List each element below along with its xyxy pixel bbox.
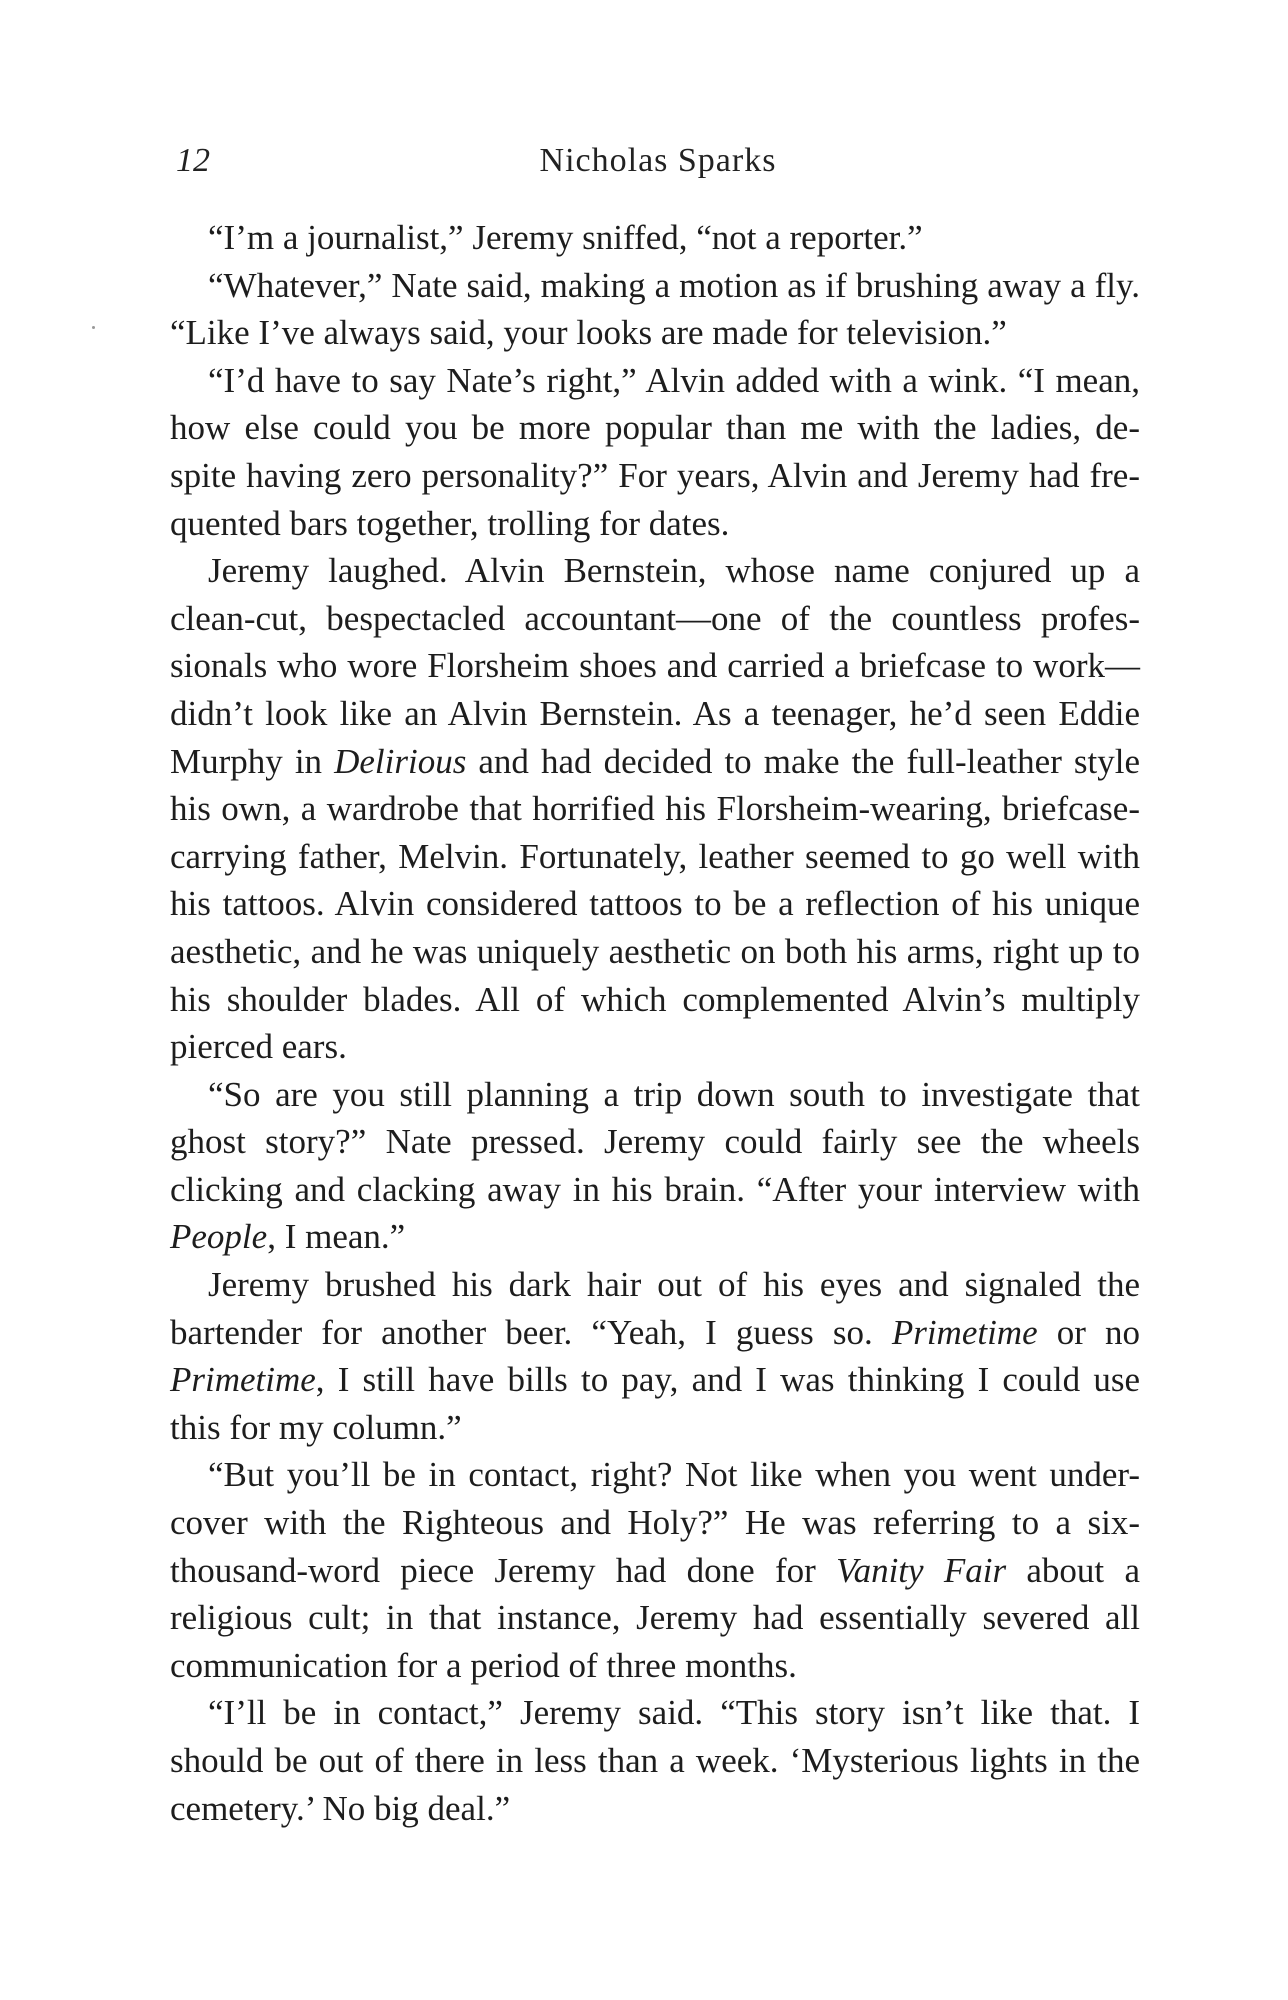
print-speck [92,326,95,329]
italic-title-people: People [170,1217,268,1257]
paragraph: “So are you still planning a trip down south to investigate that ghost story?” Nate pressed. Jeremy could fairly see the wheels clicking and clacking away in his brain. “After your interview with People, I mean.” [170,1074,1140,1257]
paragraph: “I’d have to say Nate’s right,” Alvin added with a wink. “I mean, how else could you be more popular than me with the ladies, de-spite having zero personality?” For years, Alvin and Jeremy had fre-quented bars together, trolling for dates. [170,360,1140,543]
running-head-author: Nicholas Sparks [539,142,777,179]
page-header [170,142,1146,202]
paragraph: Jeremy brushed his dark hair out of his eyes and signaled the bartender for another beer. “Yeah, I guess so. Primetime or no Primetime, I still have bills to pay, and I was thinking I could use this for my column.” [170,1265,1140,1447]
paragraph: Jeremy laughed. Alvin Bernstein, whose name conjured up a clean-cut, bespectacled accountant—one of the countless profes-sionals who wore Florsheim shoes and carried a briefcase to work—didn’t look like an Alvin Bernstein. As a teenager, he’d seen Eddie Murphy in Delirious and had decided to make the full-leather style his own, a wardrobe that horrified his Florsheim-wearing, briefcase-carrying father, Melvin. Fortunately, leather seemed to go well with his tattoos. Alvin considered tattoos to be a reflection of his unique aesthetic, and he was uniquely aesthetic on both his arms, right up to his shoulder blades. All of which complemented Alvin’s multiply pierced ears. [170,551,1140,1067]
italic-title-primetime: Primetime [891,1312,1038,1352]
italic-title-primetime: Primetime [170,1360,316,1400]
page-number: 12 [176,142,210,179]
paragraph: “I’ll be in contact,” Jeremy said. “This story isn’t like that. I should be out of there in less than a week. ‘Mysterious lights in the cemetery.’ No big deal.” [170,1693,1140,1828]
paragraph: “Whatever,” Nate said, making a motion as if brushing away a fly. “Like I’ve always said, your looks are made for television.” [170,265,1140,353]
paragraph: “I’m a journalist,” Jeremy sniffed, “not a reporter.” [208,218,923,257]
italic-title-delirious: Delirious [334,741,467,781]
paragraph: “But you’ll be in contact, right? Not like when you went under-cover with the Righteous and Holy?” He was referring to a six-thousand-word piece Jeremy had done for Vanity Fair about a religious cult; in that instance, Jeremy had essentially severed all communication for a period of three months. [170,1455,1140,1685]
body-text [170,214,1140,1832]
italic-title-vanity-fair: Vanity Fair [836,1550,1007,1590]
